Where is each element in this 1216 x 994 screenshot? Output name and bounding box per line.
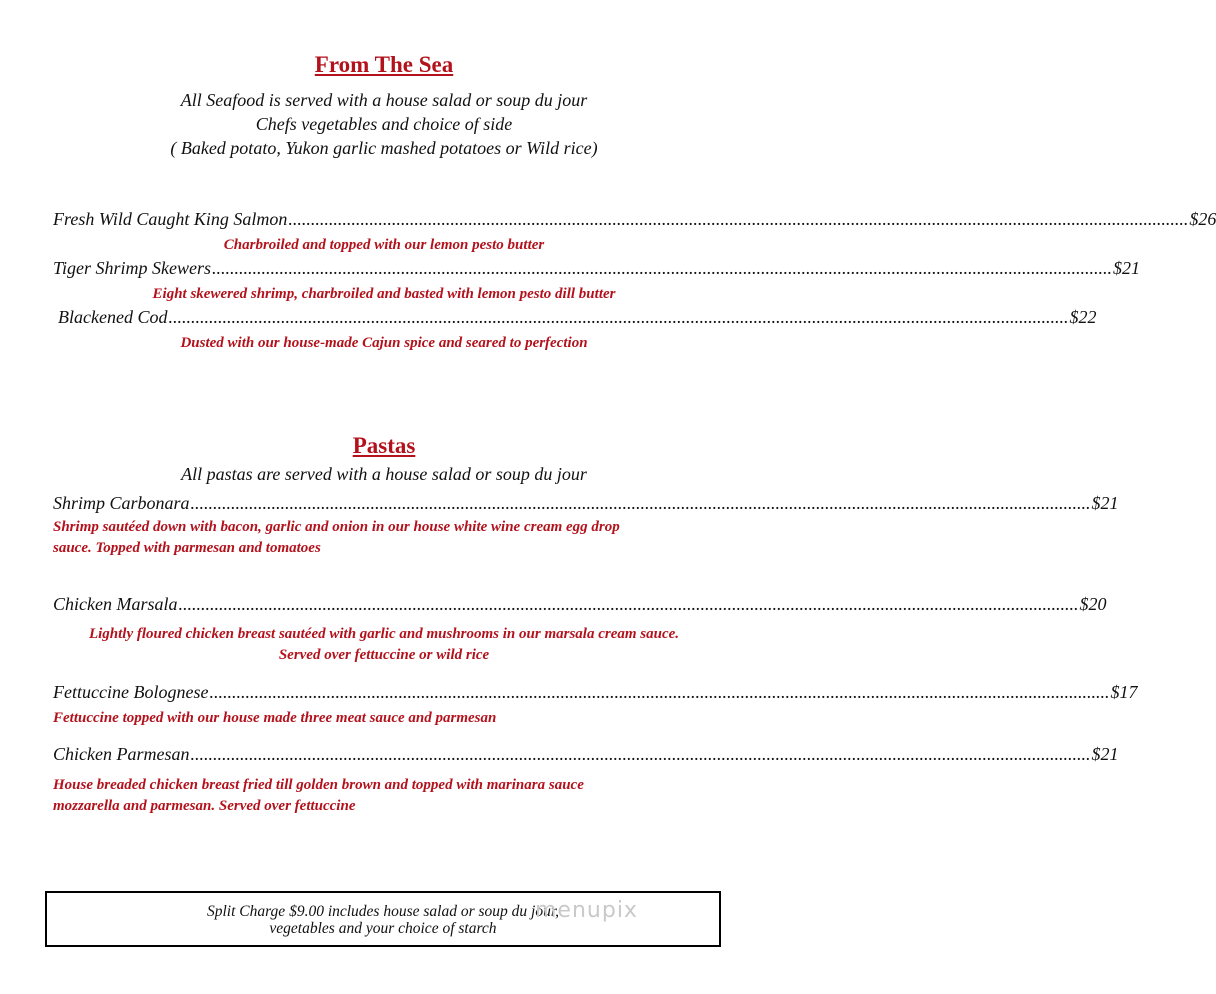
item-name: Chicken Parmesan	[53, 744, 190, 764]
item-price: $26	[1189, 209, 1216, 229]
menu-item-shrimp-carbonara	[53, 493, 1119, 514]
item-description-line: House breaded chicken breast fried till golden brown and topped with marinara sauce	[53, 777, 584, 793]
leader-dots: ........................................................................................................................................................................................................	[178, 594, 1079, 614]
item-price: $21	[1091, 493, 1119, 513]
menu-item-tiger-shrimp	[53, 258, 1141, 279]
menu-item-chicken-marsala	[53, 594, 1107, 615]
split-charge-line-1: Split Charge $9.00 includes house salad or soup du jour,	[206, 903, 560, 920]
seafood-intro-line-3: ( Baked potato, Yukon garlic mashed potatoes or Wild rice)	[170, 138, 598, 158]
item-name: Chicken Marsala	[53, 594, 178, 614]
seafood-section-title: From The Sea	[314, 52, 454, 77]
item-description-line: mozzarella and parmesan. Served over fettuccine	[53, 798, 356, 814]
item-name: Fettuccine Bolognese	[53, 682, 209, 702]
item-description: Dusted with our house-made Cajun spice and seared to perfection	[180, 335, 588, 351]
leader-dots: ........................................................................................................................................................................................................	[190, 744, 1091, 764]
item-description-line: Shrimp sautéed down with bacon, garlic and onion in our house white wine cream egg drop	[53, 519, 620, 535]
item-name: Shrimp Carbonara	[53, 493, 190, 513]
menu-item-fettuccine-bolognese	[53, 682, 1138, 703]
menu-item-blackened-cod	[58, 307, 1097, 328]
item-description-line: sauce. Topped with parmesan and tomatoes	[53, 540, 321, 556]
seafood-intro-line-1: All Seafood is served with a house salad or soup du jour	[180, 90, 588, 110]
split-charge-line-2: vegetables and your choice of starch	[269, 920, 497, 937]
item-description: Eight skewered shrimp, charbroiled and basted with lemon pesto dill butter	[152, 286, 616, 302]
menu-item-chicken-parmesan	[53, 744, 1119, 765]
watermark-logo: menupix	[535, 898, 638, 923]
item-description-line: Served over fettuccine or wild rice	[278, 647, 490, 663]
item-description: Charbroiled and topped with our lemon pesto butter	[223, 237, 545, 253]
item-description-line: Fettuccine topped with our house made three meat sauce and parmesan	[53, 710, 497, 726]
item-name: Blackened Cod	[58, 307, 168, 327]
pastas-intro: All pastas are served with a house salad or soup du jour	[181, 464, 587, 484]
pastas-section-title: Pastas	[352, 433, 416, 458]
item-price: $17	[1110, 682, 1138, 702]
leader-dots: ........................................................................................................................................................................................................	[190, 493, 1091, 513]
item-name: Tiger Shrimp Skewers	[53, 258, 212, 278]
seafood-intro-line-2: Chefs vegetables and choice of side	[255, 114, 513, 134]
menu-item-salmon	[53, 209, 1216, 230]
leader-dots: ........................................................................................................................................................................................................	[288, 209, 1189, 229]
item-name: Fresh Wild Caught King Salmon	[53, 209, 288, 229]
leader-dots: ........................................................................................................................................................................................................	[212, 258, 1113, 278]
item-price: $22	[1069, 307, 1097, 327]
item-price: $20	[1079, 594, 1107, 614]
item-description-line: Lightly floured chicken breast sautéed with garlic and mushrooms in our marsala cream sauce.	[88, 626, 680, 642]
leader-dots: ........................................................................................................................................................................................................	[209, 682, 1110, 702]
item-price: $21	[1113, 258, 1141, 278]
item-price: $21	[1091, 744, 1119, 764]
leader-dots: ........................................................................................................................................................................................................	[168, 307, 1069, 327]
